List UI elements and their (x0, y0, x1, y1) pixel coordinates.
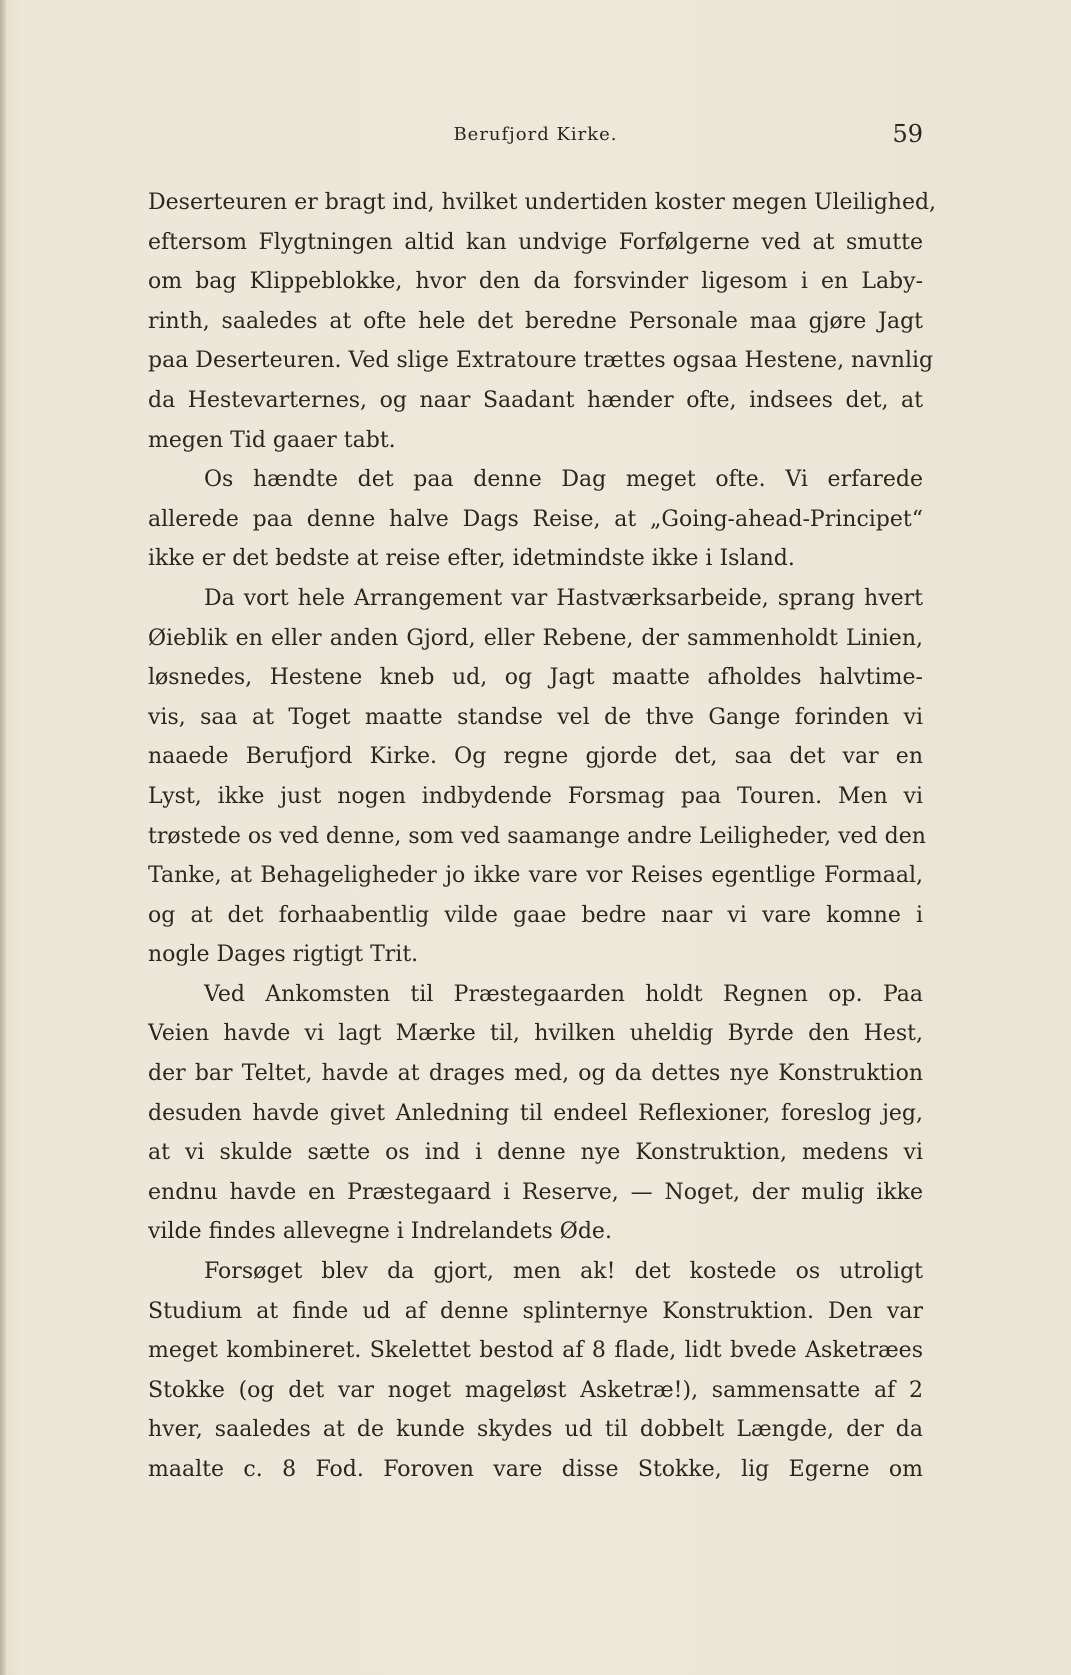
binding-edge (0, 0, 6, 1675)
text-line: Studium at finde ud af denne splinternye Konstruktion. Den var (148, 1298, 923, 1324)
text-line: Deserteuren er bragt ind, hvilket undertiden koster megen Uleilighed, (148, 190, 937, 215)
paragraph (148, 1252, 923, 1490)
text-line: rinth, saaledes at ofte hele det beredne Personale maa gjøre Jagt (148, 308, 923, 334)
body-text (148, 183, 937, 1490)
text-line: at vi skulde sætte os ind i denne nye Konstruktion, medens vi (148, 1140, 923, 1166)
text-line: Da vort hele Arrangement var Hastværksarbeide, sprang hvert (204, 585, 923, 611)
text-line: desuden havde givet Anledning til endeel Reflexioner, foreslog jeg, (148, 1100, 923, 1126)
text-line: meget kombineret. Skelettet bestod af 8 flade, lidt bvede Asketræes (148, 1338, 923, 1364)
text-line: Ved Ankomsten til Præstegaarden holdt Regnen op. Paa (204, 981, 923, 1007)
page-header (148, 120, 923, 154)
text-line: vilde findes allevegne i Indrelandets Øde. (148, 1219, 612, 1245)
text-line: megen Tid gaaer tabt. (148, 427, 396, 453)
paragraph (148, 460, 923, 579)
text-line: naaede Berufjord Kirke. Og regne gjorde det, saa det var en (148, 744, 923, 770)
text-line: trøstede os ved denne, som ved saamange andre Leiligheder, ved den (148, 823, 926, 849)
text-line: ikke er det bedste at reise efter, idetmindste ikke i Island. (148, 546, 795, 572)
text-line: Os hændte det paa denne Dag meget ofte. Vi erfarede (204, 467, 923, 493)
text-line: nogle Dages rigtigt Trit. (148, 942, 419, 968)
page-number: 59 (892, 120, 923, 148)
text-line: da Hestevarternes, og naar Saadant hænder ofte, indsees det, at (148, 387, 923, 413)
text-line: endnu havde en Præstegaard i Reserve, — Noget, der mulig ikke (148, 1179, 923, 1205)
text-line: Veien havde vi lagt Mærke til, hvilken uheldig Byrde den Hest, (148, 1021, 923, 1047)
paragraph (148, 183, 937, 460)
text-line: vis, saa at Toget maatte standse vel de thve Gange forinden vi (148, 704, 923, 730)
text-line: løsnedes, Hestene kneb ud, og Jagt maatte afholdes halvtime- (148, 665, 923, 691)
text-line: der bar Teltet, havde at drages med, og da dettes nye Konstruktion (148, 1061, 923, 1087)
paragraph (148, 975, 923, 1252)
text-line: og at det forhaabentlig vilde gaae bedre naar vi vare komne i (148, 902, 923, 928)
text-line: hver, saaledes at de kunde skydes ud til dobbelt Længde, der da (148, 1417, 923, 1443)
text-line: allerede paa denne halve Dags Reise, at „Going-ahead-Principet“ (148, 506, 923, 532)
text-line: maalte c. 8 Fod. Foroven vare disse Stokke, lig Egerne om (148, 1457, 923, 1482)
text-line: Øieblik en eller anden Gjord, eller Rebene, der sammenholdt Linien, (148, 625, 923, 651)
text-line: paa Deserteuren. Ved slige Extratoure trættes ogsaa Hestene, navnlig (148, 348, 934, 374)
text-line: om bag Klippeblokke, hvor den da forsvinder ligesom i en Laby- (148, 269, 923, 295)
text-line: eftersom Flygtningen altid kan undvige Forfølgerne ved at smutte (148, 229, 923, 255)
running-head: Berufjord Kirke. (453, 124, 618, 145)
text-line: Stokke (og det var noget mageløst Asketræ!), sammensatte af 2 (148, 1377, 923, 1403)
paragraph (148, 579, 926, 975)
text-line: Forsøget blev da gjort, men ak! det kostede os utroligt (204, 1259, 923, 1285)
text-line: Lyst, ikke just nogen indbydende Forsmag paa Touren. Men vi (148, 783, 923, 809)
text-line: Tanke, at Behageligheder jo ikke vare vor Reises egentlige Formaal, (148, 863, 923, 889)
